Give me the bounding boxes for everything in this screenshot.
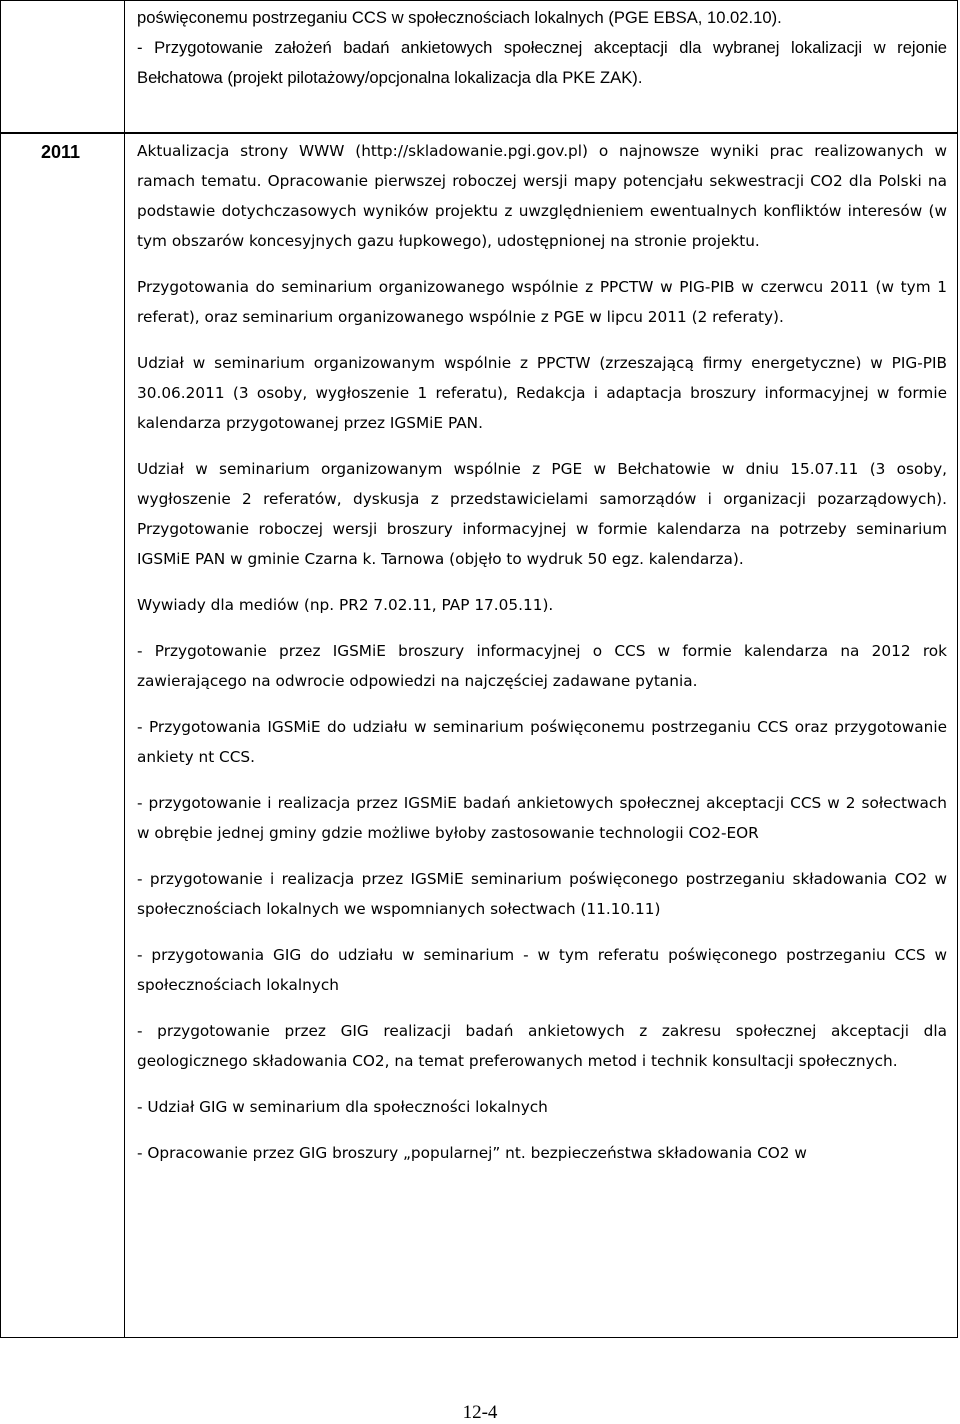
column-divider: [124, 1, 125, 1337]
paragraph: - przygotowanie przez GIG realizacji badań ankietowych z zakresu społecznej akceptacji dla geologicznego składowania CO2, na temat preferowanych metod i technik konsultacji społecznych.: [137, 1022, 947, 1070]
paragraph: - przygotowanie i realizacja przez IGSMiE badań ankietowych społecznej akceptacji CCS w 2 sołectwach w obrębie jednej gminy gdzie możliwe byłoby zastosowanie technologii CO2-EOR: [137, 794, 947, 842]
row-divider: [1, 132, 957, 134]
top-cell: [137, 3, 947, 93]
paragraph: - przygotowanie i realizacja przez IGSMiE seminarium poświęconego postrzeganiu składowania CO2 w społecznościach lokalnych we wspomnianych sołectwach (11.10.11): [137, 870, 947, 918]
top-cell-line: poświęconemu postrzeganiu CCS w społecznościach lokalnych (PGE EBSA, 10.02.10).: [137, 8, 782, 27]
row-2011-content: [137, 136, 947, 1168]
paragraph: - Przygotowanie przez IGSMiE broszury informacyjnej o CCS w formie kalendarza na 2012 rok zawierającego na odwrocie odpowiedzi na najczęściej zadawane pytania.: [137, 642, 947, 690]
paragraph: - przygotowania GIG do udziału w seminarium - w tym referatu poświęconego postrzeganiu CCS w społecznościach lokalnych: [137, 946, 947, 994]
paragraph: - Przygotowania IGSMiE do udziału w seminarium poświęconemu postrzeganiu CCS oraz przygotowanie ankiety nt CCS.: [137, 718, 947, 766]
paragraph: Przygotowania do seminarium organizowanego wspólnie z PPCTW w PIG-PIB w czerwcu 2011 (w tym 1 referat), oraz seminarium organizowanego wspólnie z PGE w lipcu 2011 (2 referaty).: [137, 278, 947, 326]
paragraph: - Opracowanie przez GIG broszury „popularnej” nt. bezpieczeństwa składowania CO2 w: [137, 1144, 807, 1162]
paragraph: Aktualizacja strony WWW (http://skladowanie.pgi.gov.pl) o najnowsze wyniki prac realizowanych w ramach tematu. Opracowanie pierwszej roboczej wersji mapy potencjału sekwestracji CO2 dla Polski na podstawie dotychczasowych wyników projektu z uwzględnieniem ewentualnych konfliktów interesów (w tym obszarów koncesyjnych gazu łupkowego), udostępnionej na stronie projektu.: [137, 142, 947, 250]
year-label: 2011: [41, 142, 81, 162]
top-cell-line: - Przygotowanie założeń badań ankietowych społecznej akceptacji dla wybranej lokalizacji w rejonie Bełchatowa (projekt pilotażowy/opcjonalna lokalizacja dla PKE ZAK).: [137, 38, 947, 87]
paragraph: Udział w seminarium organizowanym wspólnie z PPCTW (zrzeszającą firmy energetyczne) w PIG-PIB 30.06.2011 (3 osoby, wygłoszenie 1 referatu), Redakcja i adaptacja broszury informacyjnej w formie kalendarza przygotowanej przez IGSMiE PAN.: [137, 354, 947, 432]
paragraph: Wywiady dla mediów (np. PR2 7.02.11, PAP 17.05.11).: [137, 596, 554, 614]
paragraph: Udział w seminarium organizowanym wspólnie z PGE w Bełchatowie w dniu 15.07.11 (3 osoby, wygłoszenie 2 referatów, dyskusja z przedstawicielami samorządów i organizacji pozarządowych). Przygotowanie roboczej wersji broszury informacyjnej w formie kalendarza na potrzeby seminarium IGSMiE PAN w gminie Czarna k. Tarnowa (objęło to wydruk 50 egz. kalendarza).: [137, 460, 947, 568]
page-number: 12-4: [462, 1402, 498, 1423]
paragraph: - Udział GIG w seminarium dla społeczności lokalnych: [137, 1098, 548, 1116]
